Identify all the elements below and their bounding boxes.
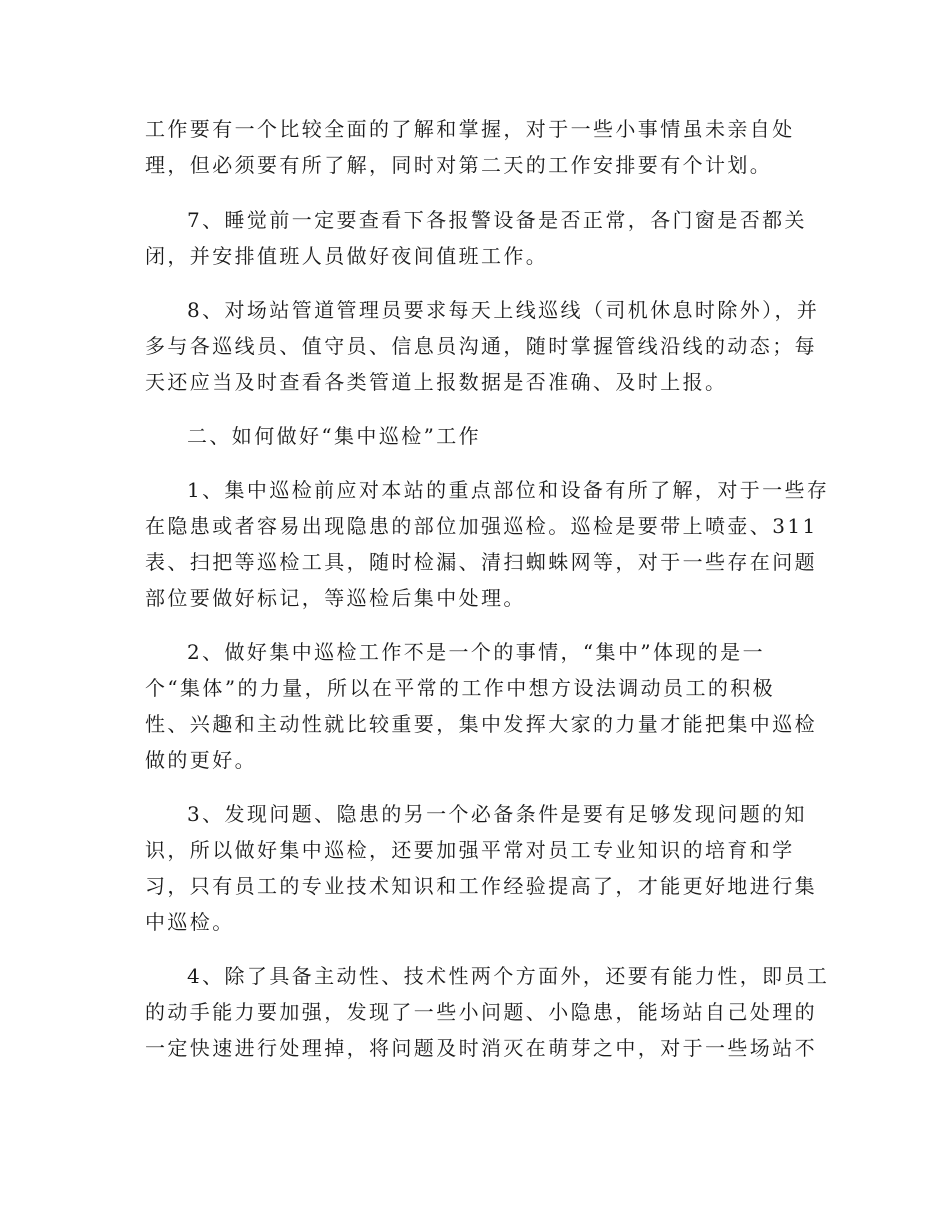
paragraph-line: 个“集体”的力量，所以在平常的工作中想方设法调动员工的积极 [145, 676, 776, 700]
paragraph-line: 习，只有员工的专业技术知识和工作经验提高了，才能更好地进行集 [145, 874, 817, 898]
paragraph-line: 2、做好集中巡检工作不是一个的事情，“集中”体现的是一 [187, 640, 765, 664]
paragraph-line: 中巡检。 [145, 910, 235, 934]
paragraph-line: 1、集中巡检前应对本站的重点部位和设备有所了解，对于一些存 [187, 478, 830, 502]
paragraph-line: 闭，并安排值班人员做好夜间值班工作。 [145, 244, 549, 268]
paragraph-line: 部位要做好标记，等巡检后集中处理。 [145, 586, 526, 610]
paragraph-line: 7、睡觉前一定要查看下各报警设备是否正常，各门窗是否都关 [187, 208, 807, 232]
paragraph-line: 识，所以做好集中巡检，还要加强平常对员工专业知识的培育和学 [145, 838, 795, 862]
paragraph-line: 理，但必须要有所了解，同时对第二天的工作安排要有个计划。 [145, 153, 773, 177]
paragraph-line: 工作要有一个比较全面的了解和掌握，对于一些小事情虽未亲自处 [145, 117, 795, 141]
paragraph-line: 一定快速进行处理掉，将问题及时消灭在萌芽之中，对于一些场站不 [145, 1036, 817, 1060]
paragraph-line: 天还应当及时查看各类管道上报数据是否准确、及时上报。 [145, 370, 728, 394]
paragraph-line: 在隐患或者容易出现隐患的部位加强巡检。巡检是要带上喷壶、311 [145, 514, 818, 538]
paragraph-line: 多与各巡线员、值守员、信息员沟通，随时掌握管线沿线的动态；每 [145, 334, 817, 358]
section-heading: 二、如何做好“集中巡检”工作 [187, 424, 482, 448]
paragraph-line: 3、发现问题、隐患的另一个必备条件是要有足够发现问题的知 [187, 802, 807, 826]
paragraph-line: 4、除了具备主动性、技术性两个方面外，还要有能力性，即员工 [187, 964, 830, 988]
paragraph-line: 性、兴趣和主动性就比较重要，集中发挥大家的力量才能把集中巡检 [145, 712, 817, 736]
paragraph-line: 的动手能力要加强，发现了一些小问题、小隐患，能场站自己处理的 [145, 1000, 817, 1024]
paragraph-line: 表、扫把等巡检工具，随时检漏、清扫蜘蛛网等，对于一些存在问题 [145, 550, 817, 574]
paragraph-line: 8、对场站管道管理员要求每天上线巡线（司机休息时除外），并 [187, 298, 820, 322]
paragraph-line: 做的更好。 [145, 748, 257, 772]
